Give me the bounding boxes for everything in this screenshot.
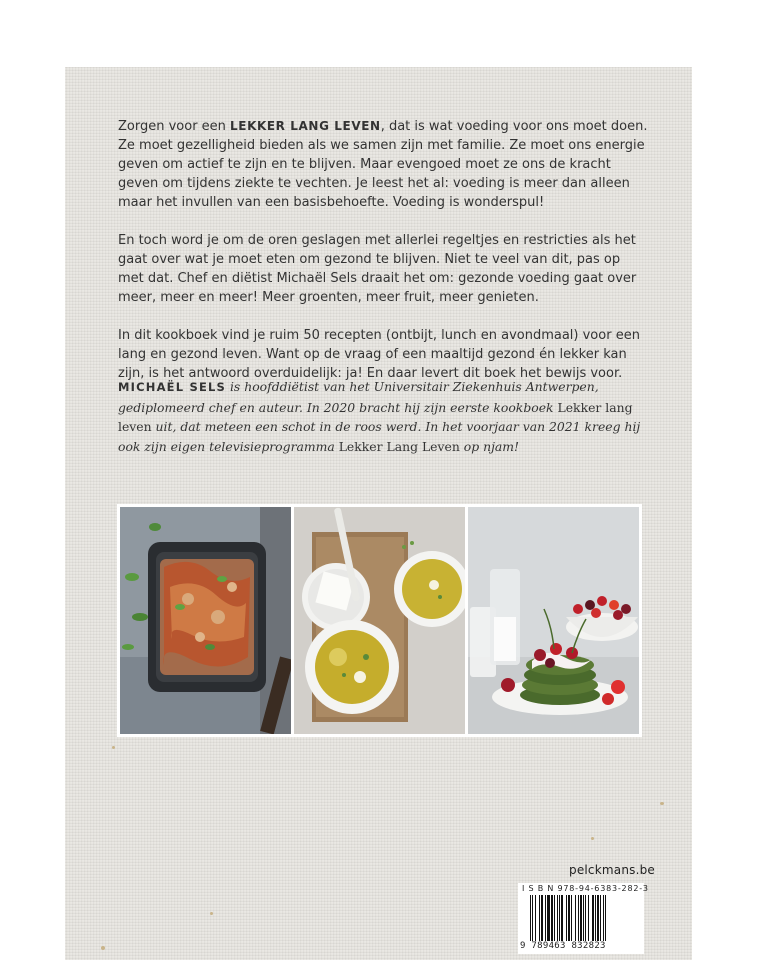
barcode-bar	[575, 895, 576, 941]
tv-show-title: Lekker Lang Leven	[338, 438, 460, 454]
crumb-decoration	[101, 946, 105, 950]
publisher-url: pelckmans.be	[569, 863, 655, 877]
barcode-bar	[554, 895, 555, 941]
crumb-decoration	[591, 837, 594, 840]
lekker-lang-leven-emphasis: LEKKER LANG LEVEN	[230, 119, 381, 133]
blurb-paragraph-3: In dit kookboek vind je ruim 50 recepten (ontbijt, lunch en avondmaal) voor een lang en gezond leven. Want op de vraag of een maaltijd gezond én lekker kan zijn, is het antwoord overduidelijk: ja! En daar levert dit boek het bewijs voor.	[118, 328, 640, 381]
casserole-photo	[120, 507, 291, 734]
barcode-bar	[588, 895, 589, 941]
barcode-bar	[580, 895, 582, 941]
crumb-decoration	[112, 746, 115, 749]
barcode-bar	[532, 895, 533, 941]
crumb-decoration	[210, 912, 213, 915]
isbn-label: I S B N 978-94-6383-282-3	[522, 884, 649, 893]
barcode-bar	[571, 895, 572, 941]
barcode-bar	[605, 895, 606, 941]
pancakes-photo	[468, 507, 639, 734]
barcode-bar	[568, 895, 570, 941]
barcode-bar	[541, 895, 543, 941]
barcode-bars	[530, 895, 634, 941]
barcode-bar	[566, 895, 567, 941]
barcode-bar	[535, 895, 536, 941]
blurb-paragraph-1: Zorgen voor een LEKKER LANG LEVEN, dat is wat voeding voor ons moet doen. Ze moet gezelligheid bieden als we samen zijn met familie. Ze moet ons energie geven om actief te zijn en te blijven. Maar evengoed moet ze ons de kracht geven om tijdens ziekte te vechten. Je leest het al: voeding is meer dan alleen maar het invullen van een basisbehoefte. Voeding is wonderspul!	[118, 119, 648, 210]
photo-strip	[117, 504, 642, 737]
barcode-bar	[559, 895, 560, 941]
barcode-bar	[597, 895, 599, 941]
barcode-bar	[583, 895, 584, 941]
blurb-paragraph-2: En toch word je om de oren geslagen met allerlei regeltjes en restricties als het gaat over wat je moet eten om gezond te blijven. Niet te veel van dit, pas op met dat. Chef en diëtist Michaël Sels draait het om: gezonde voeding gaat over meer, meer en meer! Meer groenten, meer fruit, meer genieten.	[118, 233, 637, 305]
soup-photo	[294, 507, 465, 734]
author-bio: MICHAËL SELS is hoofddiëtist van het Universitair Ziekenhuis Antwerpen, gediplomeerd chef en auteur. In 2020 bracht hij zijn eerste kookboek Lekker lang leven uit, dat meteen een schot in de roos werd. In het voorjaar van 2021 kreeg hij ook zijn eigen televisieprogramma Lekker Lang Leven op njam!	[118, 379, 641, 454]
barcode-bar	[561, 895, 563, 941]
book-title: Lekker lang leven	[118, 399, 633, 434]
barcode-bar	[585, 895, 586, 941]
barcode-bar	[595, 895, 596, 941]
barcode-bar	[547, 895, 550, 941]
barcode-bar	[539, 895, 540, 941]
barcode-bar	[545, 895, 546, 941]
barcode-bar	[530, 895, 531, 941]
crumb-decoration	[660, 802, 664, 805]
barcode-bar	[592, 895, 594, 941]
barcode-digits: 9 789463 832823	[520, 941, 606, 951]
blurb-text	[118, 117, 648, 383]
barcode-bar	[557, 895, 558, 941]
barcode-bar	[603, 895, 604, 941]
barcode-bar	[578, 895, 579, 941]
barcode-bar	[551, 895, 553, 941]
barcode-block	[518, 883, 649, 954]
author-name: MICHAËL SELS	[118, 380, 227, 394]
barcode-bar	[600, 895, 601, 941]
